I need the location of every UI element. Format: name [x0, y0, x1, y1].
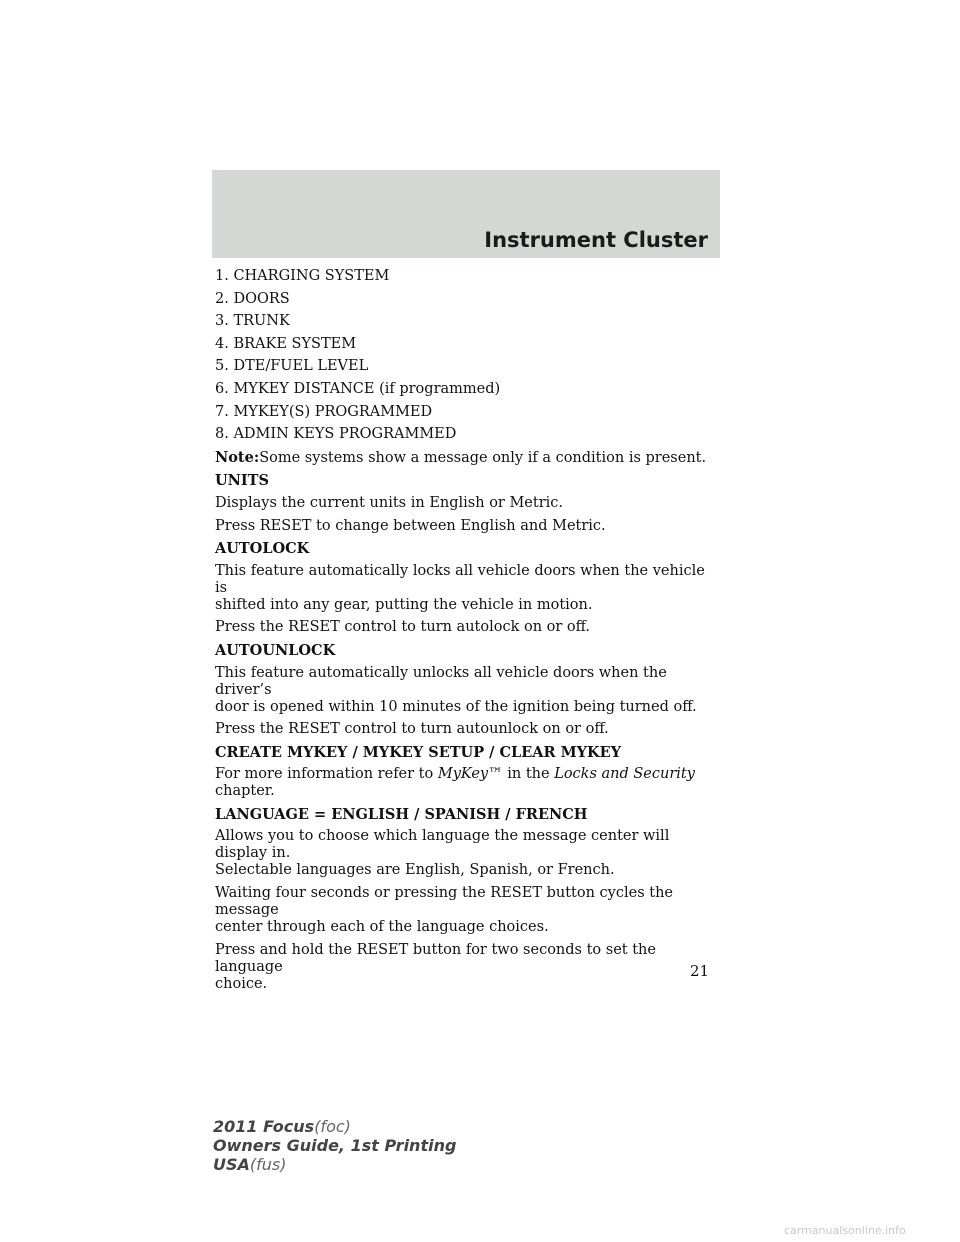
edition-footer — [213, 1117, 456, 1174]
text-line: shifted into any gear, putting the vehicle in motion. — [215, 596, 593, 613]
text-line: Press and hold the RESET button for two seconds to set the language — [215, 941, 656, 975]
footer-market-code: (fus) — [249, 1155, 287, 1174]
list-item: 8. ADMIN KEYS PROGRAMMED — [215, 426, 457, 443]
autolock-paragraph-2: Press the RESET control to turn autolock on or off. — [215, 619, 591, 636]
mykey-heading: CREATE MYKEY / MYKEY SETUP / CLEAR MYKEY — [215, 743, 622, 761]
list-item: 5. DTE/FUEL LEVEL — [215, 358, 369, 375]
footer-market: USA — [213, 1155, 250, 1174]
text-line: Waiting four seconds or pressing the RESET button cycles the message — [215, 885, 674, 919]
units-paragraph-2: Press RESET to change between English and Metric. — [215, 517, 606, 534]
mykey-link-text: MyKey™ — [437, 766, 503, 783]
chapter-header-band — [212, 170, 720, 258]
text-line: Selectable languages are English, Spanish, or French. — [215, 862, 615, 879]
autolock-heading: AUTOLOCK — [215, 540, 310, 558]
footer-model-code: (foc) — [314, 1117, 351, 1136]
mykey-text-b: in the — [502, 766, 555, 783]
text-line: door is opened within 10 minutes of the ignition being turned off. — [215, 698, 697, 715]
mykey-text-a: For more information refer to — [215, 766, 438, 783]
language-paragraph-2 — [215, 885, 720, 936]
list-item: 3. TRUNK — [215, 313, 290, 330]
text-line — [215, 766, 720, 783]
footer-edition: Owners Guide, 1st Printing — [213, 1136, 457, 1155]
language-heading: LANGUAGE = ENGLISH / SPANISH / FRENCH — [215, 805, 588, 823]
footer-line — [213, 1136, 456, 1155]
footer-line — [213, 1117, 456, 1136]
note-text: Some systems show a message only if a condition is present. — [259, 449, 707, 466]
mykey-paragraph — [215, 766, 720, 800]
watermark: carmanualsonline.info — [784, 1224, 906, 1237]
autounlock-paragraph-1 — [215, 665, 720, 716]
autounlock-paragraph-2: Press the RESET control to turn autounlock on or off. — [215, 721, 609, 738]
text-line: chapter. — [215, 783, 275, 800]
text-line: choice. — [215, 975, 268, 992]
autolock-paragraph-1 — [215, 563, 720, 614]
note-label: Note: — [215, 448, 260, 466]
text-line: This feature automatically unlocks all vehicle doors when the driver’s — [215, 664, 667, 698]
list-item: 1. CHARGING SYSTEM — [215, 268, 390, 284]
units-paragraph-1: Displays the current units in English or Metric. — [215, 494, 564, 511]
list-item: 7. MYKEY(S) PROGRAMMED — [215, 403, 433, 420]
locks-security-reference: Locks and Security — [554, 766, 695, 783]
chapter-title: Instrument Cluster — [484, 228, 708, 252]
list-item: 4. BRAKE SYSTEM — [215, 335, 357, 352]
list-item: 2. DOORS — [215, 290, 290, 307]
language-paragraph-3 — [215, 942, 720, 993]
page-number: 21 — [690, 962, 710, 980]
list-item: 6. MYKEY DISTANCE (if programmed) — [215, 380, 501, 397]
text-line: Allows you to choose which language the message center will display in. — [215, 828, 670, 862]
language-paragraph-1 — [215, 828, 720, 879]
units-heading: UNITS — [215, 472, 269, 490]
footer-line — [213, 1155, 456, 1174]
page-content — [215, 268, 720, 998]
footer-model: 2011 Focus — [213, 1117, 315, 1136]
text-line: center through each of the language choices. — [215, 919, 549, 936]
text-line: This feature automatically locks all vehicle doors when the vehicle is — [215, 562, 705, 596]
autounlock-heading: AUTOUNLOCK — [215, 641, 336, 659]
note-paragraph — [215, 449, 720, 467]
